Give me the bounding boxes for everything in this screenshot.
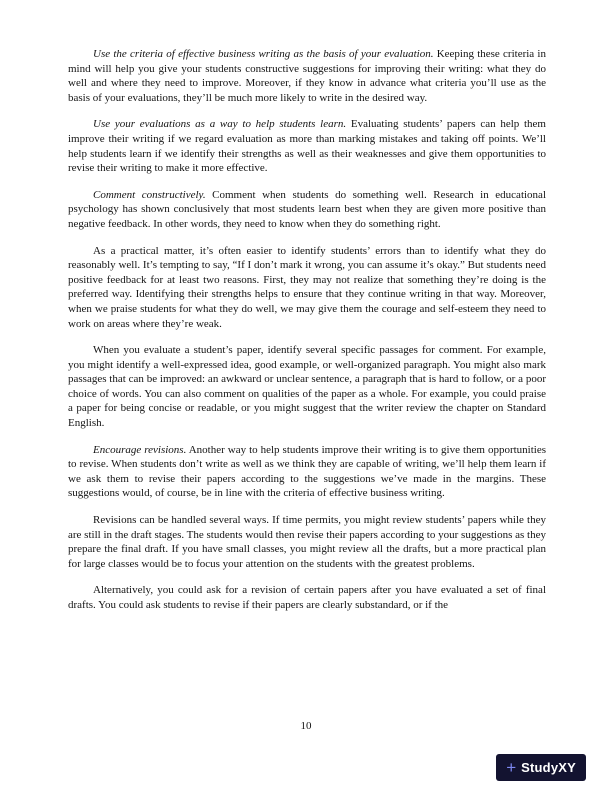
page-number: 10 <box>300 720 312 732</box>
paragraph-8 <box>68 583 546 612</box>
studyxy-logo <box>496 754 586 781</box>
paragraph-7-text: Revisions can be handled several ways. If time permits, you might review students’ papers while they are still in the draft stages. The students would then revise their papers according to your suggestions as they prepare the final draft. If you have small classes, you might review all the drafts, but a more practical plan for large classes would be to focus your attention on the students with the greatest problems. <box>68 514 546 570</box>
paragraph-3-text: Comment when students do something well. Research in educational psychology has shown conclusively that most students learn best when they are given more positive than negative feedback. In other words, they need to know when they do something right. <box>68 188 546 230</box>
paragraph-6-lead: Encourage revisions. <box>93 443 187 456</box>
paragraph-7 <box>68 513 546 571</box>
paragraph-2 <box>68 117 546 175</box>
brand-text: StudyXY <box>521 760 576 775</box>
paragraph-5 <box>68 343 546 431</box>
page-body-text <box>68 47 546 625</box>
paragraph-6 <box>68 443 546 501</box>
paragraph-4 <box>68 244 546 332</box>
paragraph-3 <box>68 188 546 232</box>
paragraph-1-lead: Use the criteria of effective business writing as the basis of your evaluation. <box>93 48 434 60</box>
plus-icon: + <box>506 757 517 777</box>
paragraph-2-lead: Use your evaluations as a way to help students learn. <box>93 118 347 131</box>
paragraph-5-text: When you evaluate a student’s paper, identify several specific passages for comment. For example, you might identify a well-expressed idea, good example, or well-organized paragraph. You might also mark passages that can be improved: an awkward or unclear sentence, a paragraph that is hard to follow, or a poor choice of words. You can also comment on qualities of the paper as a whole. For example, you could praise a paper for being concise or readable, or you might suggest that the writer review the chapter on Standard English. <box>68 344 546 430</box>
paragraph-6-text: Another way to help students improve their writing is to give them opportunities to revise. When students don’t write as well as we think they are capable of writing, we’ll help them learn if we ask them to revise their papers according to the suggestions we’ve made in the margins. These suggestions would, of course, be in line with the criteria of effective business writing. <box>68 443 546 500</box>
paragraph-3-lead: Comment constructively. <box>93 188 206 201</box>
paragraph-4-text: As a practical matter, it’s often easier to identify students’ errors than to identify what they do reasonably well. It’s tempting to say, “If I don’t mark it wrong, you can assume it’s okay.” But students need positive feedback for at least two reasons. First, they may not realize that something they’re doing is the preferred way. Identifying their strengths helps to ensure that they continue writing in that way. Moreover, when we praise students for what they do well, we may give them the courage and self-esteem they need to work on areas where they’re weak. <box>68 244 546 330</box>
paragraph-1-text: Keeping these criteria in mind will help you give your students constructive suggestions for improving their writing: what they do well and where they need to improve. Moreover, if they know in advance what criteria you’ll use as the basis of your evaluations, they’ll be much more likely to write in the desired way. <box>68 48 546 104</box>
paragraph-1 <box>68 47 546 105</box>
paragraph-8-text: Alternatively, you could ask for a revision of certain papers after you have evaluated a set of final drafts. You could ask students to revise if their papers are clearly substandard, or if the <box>68 584 546 611</box>
paragraph-2-text: Evaluating students’ papers can help them improve their writing if we regard evaluation as more than marking mistakes and taking off points. We’ll help students learn if we identify their strengths as well as their weaknesses and give them opportunities to revise their writing to make it more effective. <box>68 118 546 175</box>
